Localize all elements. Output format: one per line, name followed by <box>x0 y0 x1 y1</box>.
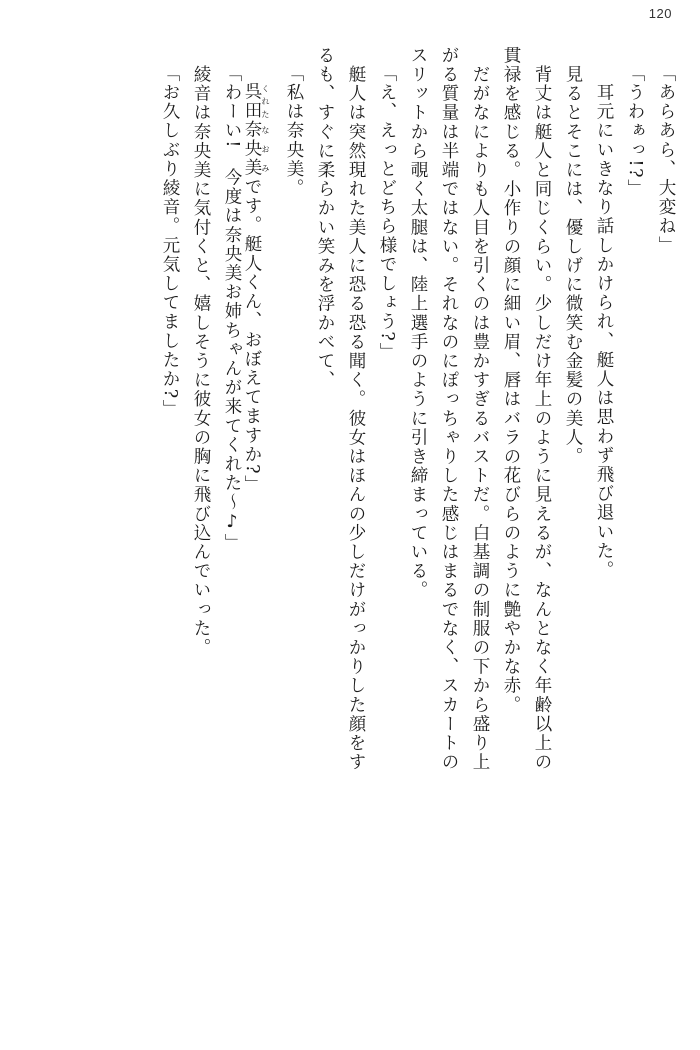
text-column: だがなによりも人目を引くのは豊かすぎるバストだ。白基調の制服の下から盛り上 <box>470 46 490 772</box>
text-column: 艇人は突然現れた美人に恐る恐る聞く。彼女はほんの少しだけがっかりした顔をす <box>346 46 366 772</box>
furigana: なおみ <box>261 120 271 178</box>
page-number: 120 <box>648 6 672 21</box>
text-column: 「え、えっとどちら様でしょう?」 <box>377 64 397 362</box>
body-text-columns <box>26 46 674 1016</box>
furigana: くれた <box>261 82 271 121</box>
text-column: 耳元にいきなり話しかけられ、艇人は思わず飛び退いた。 <box>594 64 614 580</box>
ruby-text: 奈央美 なおみ <box>242 120 271 178</box>
text-column: 綾音は奈央美に気付くと、嬉しそうに彼女の胸に飛び込んでいった。 <box>191 46 211 658</box>
text-column: 背丈は艇人と同じくらい。少しだけ年上のように見えるが、なんとなく年齢以上の <box>532 46 552 772</box>
ruby-text: 呉田 くれた <box>242 82 271 121</box>
text-column: るも、すぐに柔らかい笑みを浮かべて、 <box>315 46 335 390</box>
text-column: 「私は奈央美。 <box>284 64 304 198</box>
text-column: 「お久しぶり綾音。元気してましたか?」 <box>160 64 180 419</box>
text-column: スリットから覗く太腿は、陸上選手のように引き締まっている。 <box>408 46 428 600</box>
text-column: 見るとそこには、優しげに微笑む金髪の美人。 <box>563 46 583 467</box>
text-column: がる質量は半端ではない。それなのにぽっちゃりした感じはまるでなく、スカートの <box>439 46 459 772</box>
text-column: 「わーい! 今度は奈央美お姉ちゃんが来てくれた〜♪」 <box>222 64 242 553</box>
text-column-with-ruby: 呉田 くれた奈央美 なおみです。艇人くん、おぼえてますか?」 <box>242 82 271 495</box>
text-column: 「あらあら、大変ね」 <box>656 64 676 255</box>
text-column: 「うわぁっ!?」 <box>625 64 645 199</box>
text-column: 貫禄を感じる。小作りの顔に細い眉、唇はバラの花びらのように艶やかな赤。 <box>501 46 521 715</box>
